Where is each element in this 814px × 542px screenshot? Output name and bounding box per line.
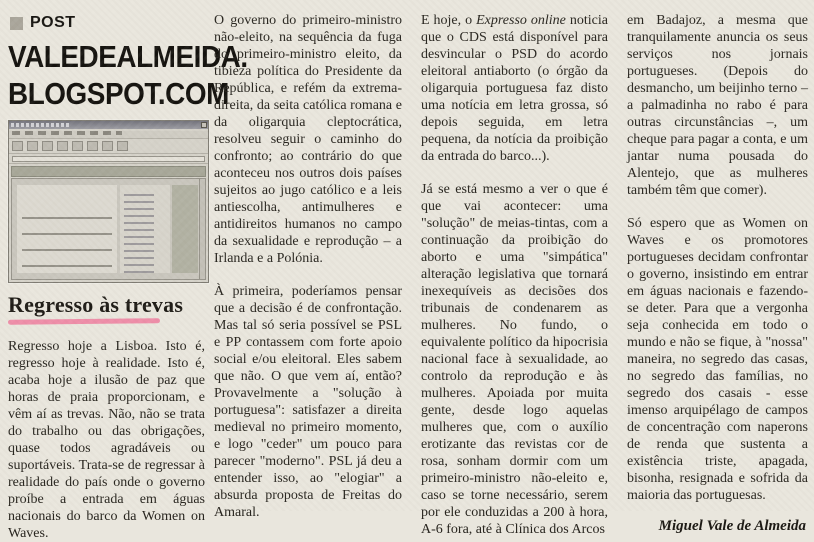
- publication-name: Expresso online: [476, 13, 566, 28]
- browser-toolbar-icon: [27, 141, 38, 151]
- browser-addressbar: [9, 154, 208, 164]
- article-headline: Regresso às trevas: [8, 292, 184, 317]
- article-paragraph: [421, 12, 608, 165]
- kicker-label: POST: [30, 14, 76, 31]
- article-paragraph: Só espero que as Women on Waves e os promotores portugueses decidam confrontar o governo, insistindo em entrar em águas nacionais e fazendo-se deter. Para que a vergonha seja conhecida em todo o mundo e não se fique, à "nossa" maneira, no segredo das casas, no segredo das famílias, no segredo dos casais - esse imenso arquipélago de campos de concentração com naperons de renda que sustenta a existência triste, apagada, bisonha, resignada e sofrida da maioria das portuguesas.: [627, 216, 808, 503]
- column-4: [627, 12, 808, 535]
- browser-titlebar: [9, 121, 208, 129]
- browser-toolbar-icon: [57, 141, 68, 151]
- blog-title-line1: VALEDEALMEIDA.: [8, 39, 248, 74]
- blog-navbar-strip: [11, 166, 206, 177]
- browser-toolbar-icon: [72, 141, 83, 151]
- author-byline: Miguel Vale de Almeida: [658, 518, 806, 534]
- article-paragraph: em Badajoz, a mesma que tranquilamente anuncia os seus serviços nos jornais portugueses. (Depois do desmancho, um beijinho terno – a palmadinha no rabo é para outras circunstâncias –, um cheque para pagar a conta, e um jantar numa pousada do Alentejo, que as mulheres também têm que comer).: [627, 13, 808, 198]
- column-1: [8, 10, 248, 542]
- pink-marker-underline: [8, 318, 160, 325]
- article-paragraph: À primeira, poderíamos pensar que a decisão é de confrontação. Mas tal só seria possível se PSL e PP contassem com forte apoio social e/ou eleitoral. Eles sabem que não. O que vem aí, então? Provavelmente a "solução à portuguesa": satisfazer a direita medieval no primeiro momento, e logo "ceder" um pouco para parecer "moderno". PSL já deu a entender isso, ao "elogiar" a absurda proposta de Freitas do Amaral.: [214, 284, 402, 520]
- browser-toolbar-icon: [87, 141, 98, 151]
- kicker: [10, 14, 205, 32]
- browser-scrollbar: [199, 179, 205, 279]
- browser-url-field: [12, 156, 205, 162]
- article-paragraph: O governo do primeiro-ministro não-eleito, na sequência da fuga do primeiro-ministro eleito, da tibieza política do Presidente da República, e refém da extrema-direita, da seita católica romana e da oligarquia cleptocrática, resolveu seguir o caminho do confronto; ao contrário do que aconteceu nos outros dois países sujeitos ao jugo católico e a leis antiescolha, antimulheres e antidireitos humanos no campo da sexualidade e reprodução – a Irlanda e a Polónia.: [214, 13, 402, 266]
- browser-toolbar-icon: [117, 141, 128, 151]
- browser-toolbar-icon: [12, 141, 23, 151]
- browser-toolbar: [9, 139, 208, 154]
- browser-screenshot: [8, 120, 209, 283]
- blog-title-line2: BLOGSPOT.COM: [8, 76, 229, 111]
- blog-post-text-block: [17, 185, 117, 273]
- browser-toolbar-icon: [102, 141, 113, 151]
- blog-background-panel: [172, 185, 198, 273]
- kicker-square-icon: [10, 17, 23, 30]
- paragraph-text: noticia que o CDS está disponível para desvincular o PSD do acordo eleitoral antiaborto (o órgão da oligarquia portuguesa faz disto uma notícia em letra grossa, só depois seguida, em letra pequena, da notícia da proibição da entrada do barco...).: [421, 13, 608, 164]
- browser-toolbar-icon: [42, 141, 53, 151]
- blog-page-content: [11, 178, 206, 280]
- browser-menubar: [9, 131, 208, 139]
- browser-close-icon: [201, 122, 207, 128]
- article-paragraph: Já se está mesmo a ver o que é que vai acontecer: uma "solução" de meias-tintas, com a continuação da proibição do aborto e uma "simpática" alteração legislativa que tornará inexequíveis as decisões dos tribunais de condenarem as mulheres. No fundo, o equivalente político da hipocrisia nacional face à sexualidade, ao controlo da reprodução e às mulheres. Apoiada por muita gente, desde logo aquelas mulheres que, com o auxílio erotizante das revistas cor de rosa, sonham dormir com um primeiro-ministro não-eleito e, caso se torne necessário, serem por ele conduzidas a 200 à hora, A-6 fora, até à Clínica dos Arcos: [421, 182, 608, 537]
- paragraph-text: E hoje, o: [421, 13, 477, 28]
- article-paragraph: Regresso hoje a Lisboa. Isto é, regresso hoje à realidade. Isto é, acaba hoje a ilusão de paz que horas de praia proporcionam, e vêm aí as trevas. Não, não se trata do trabalho ou das obrigações, quase todos agradáveis ou suportáveis. Trata-se de regressar à realidade do país onde o governo proíbe a entrada em águas nacionais do barco da Women on Waves.: [8, 339, 205, 541]
- column-2: [214, 12, 402, 521]
- column-3: [421, 12, 608, 538]
- blog-sidebar-links-block: [120, 185, 170, 273]
